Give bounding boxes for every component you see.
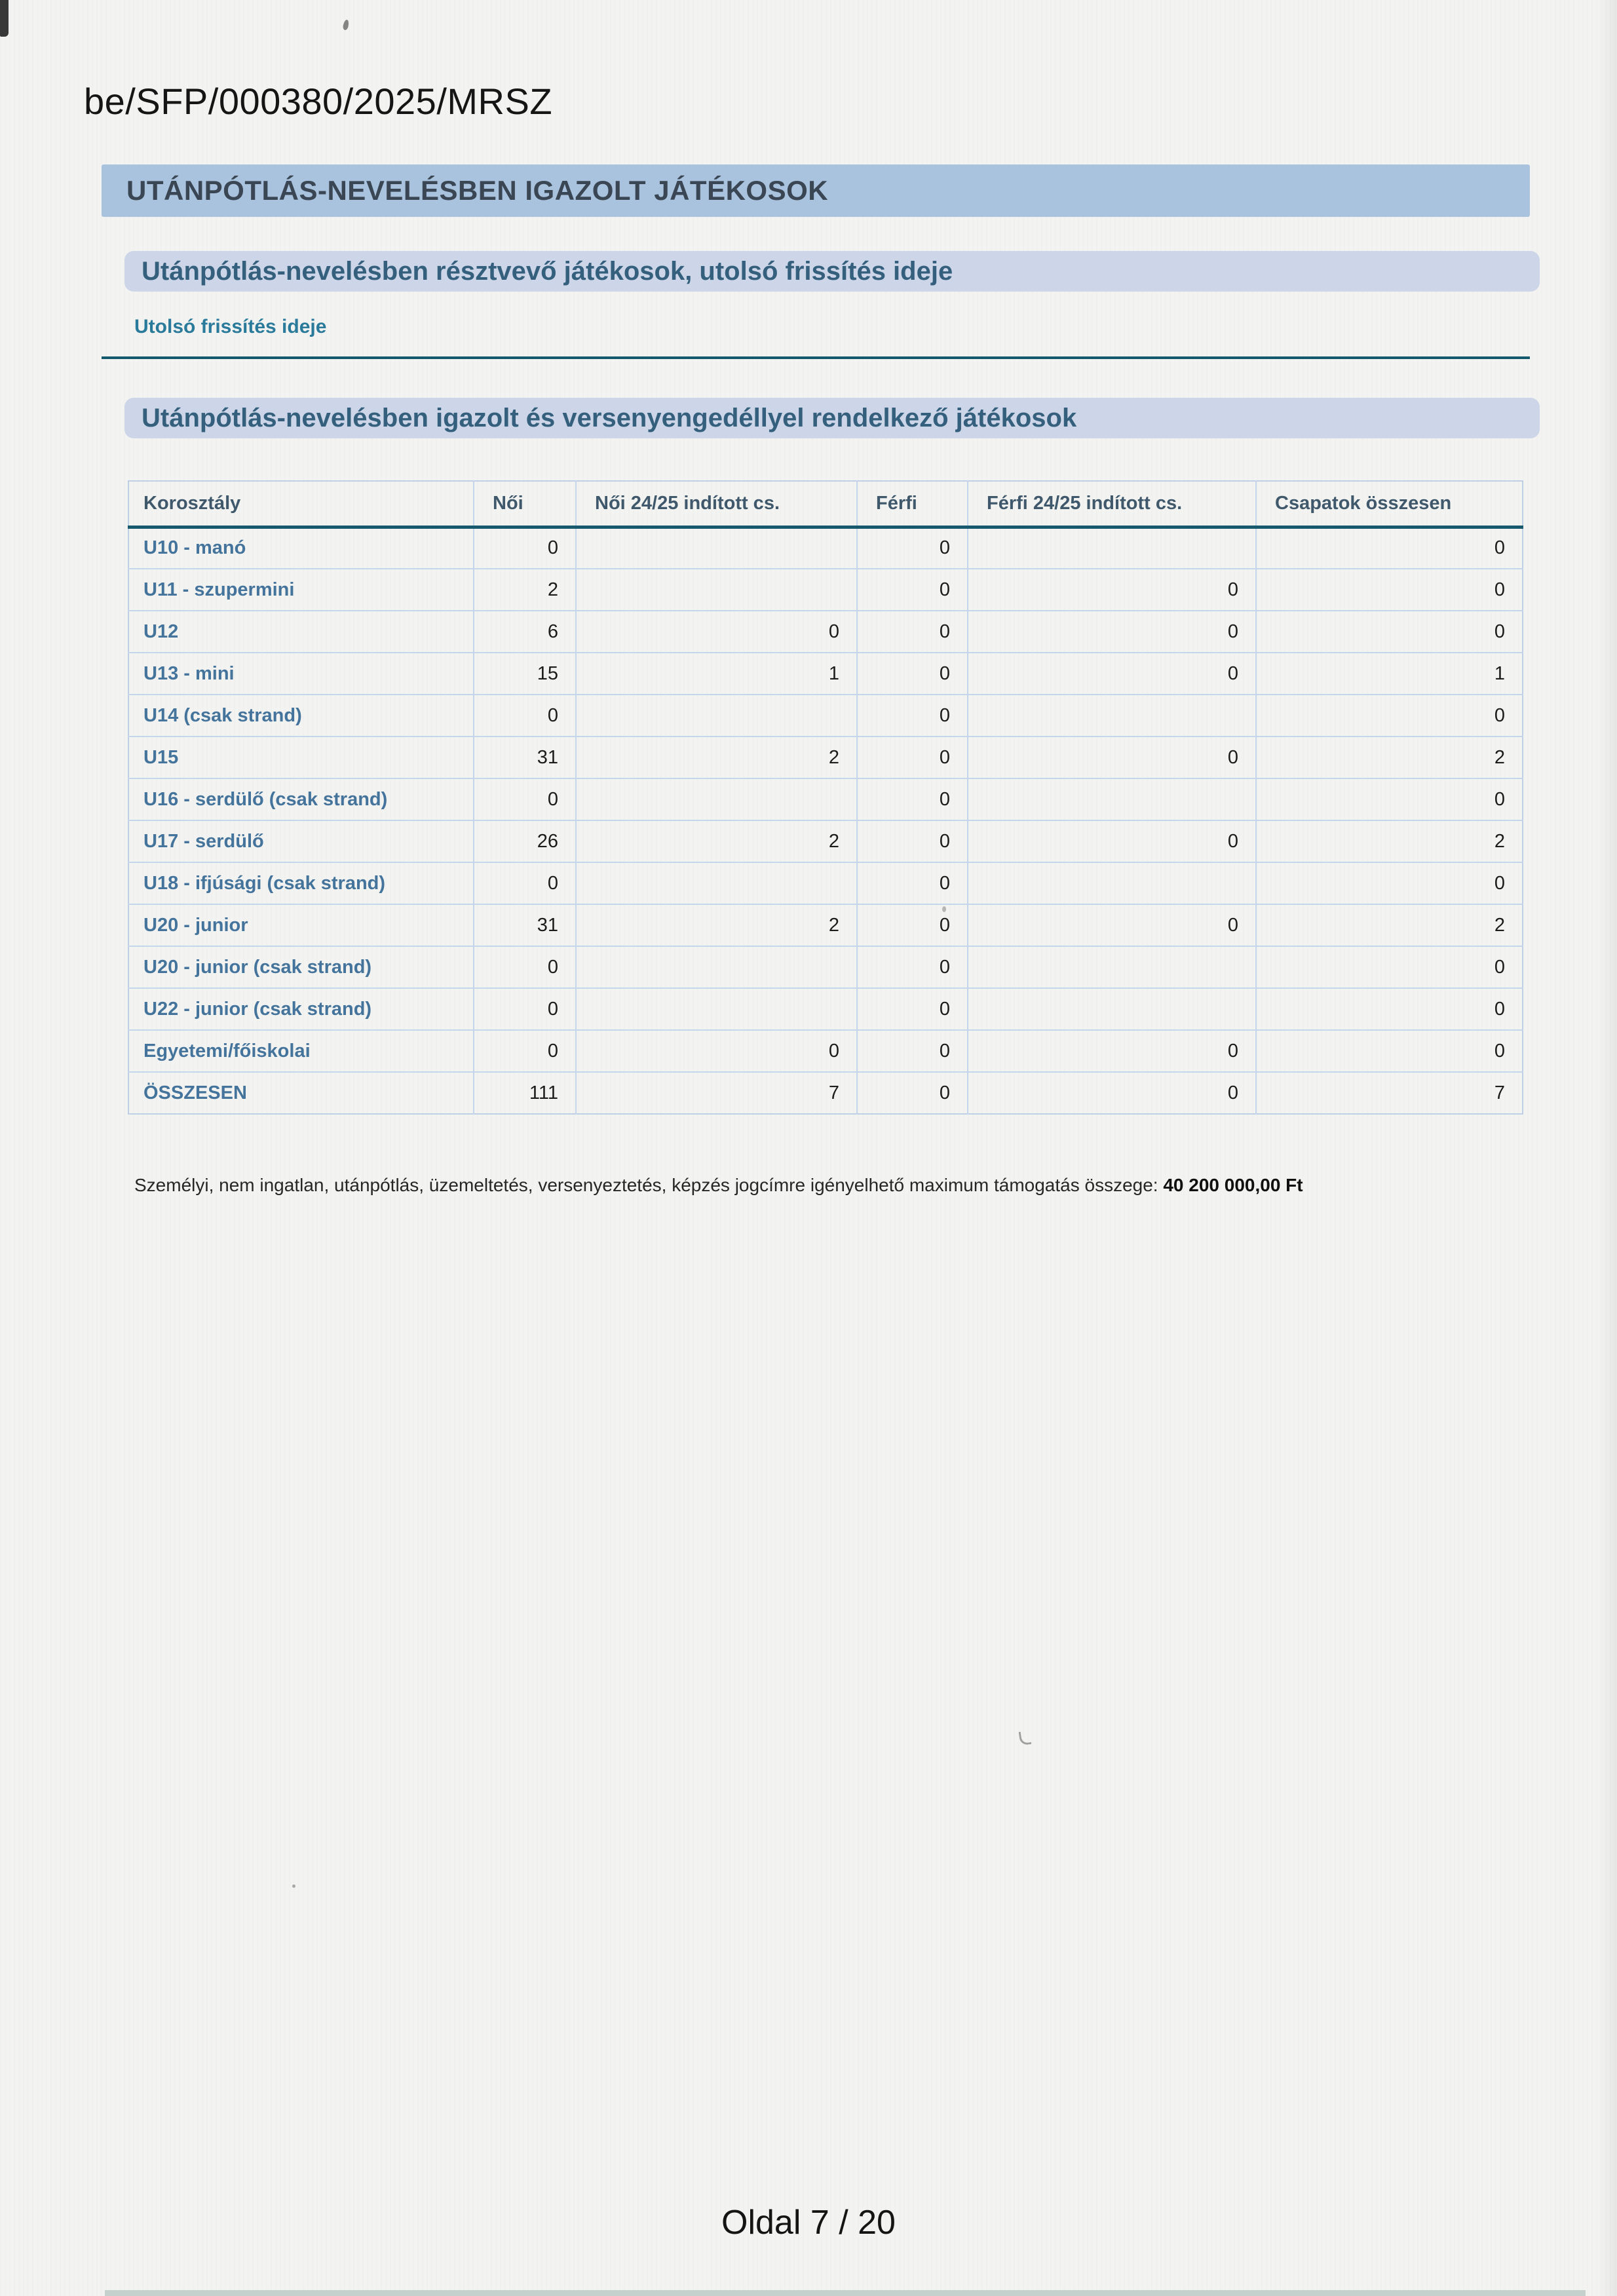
cell-value: 26	[474, 820, 576, 862]
row-label: ÖSSZESEN	[128, 1072, 474, 1114]
cell-value: 0	[968, 1072, 1256, 1114]
scan-artifact	[342, 19, 349, 30]
cell-value: 0	[857, 988, 968, 1030]
cell-value: 0	[968, 569, 1256, 611]
cell-value: 0	[1256, 778, 1523, 820]
players-table	[128, 480, 1523, 1115]
cell-value: 0	[857, 946, 968, 988]
cell-value	[576, 695, 857, 737]
subsection-band-participants	[124, 251, 1540, 292]
support-note-amount: 40 200 000,00 Ft	[1163, 1175, 1303, 1195]
cell-value: 0	[857, 653, 968, 695]
cell-value: 0	[857, 1072, 968, 1114]
cell-value: 0	[1256, 1030, 1523, 1072]
cell-value: 0	[1256, 988, 1523, 1030]
cell-value: 0	[857, 1030, 968, 1072]
row-label: U17 - serdülő	[128, 820, 474, 862]
cell-value	[968, 527, 1256, 569]
cell-value: 0	[968, 737, 1256, 778]
cell-value	[968, 862, 1256, 904]
table-row	[128, 653, 1523, 695]
cell-value: 0	[857, 611, 968, 653]
cell-value: 2	[1256, 737, 1523, 778]
col-header-men-teams: Férfi 24/25 indított cs.	[968, 481, 1256, 527]
cell-value: 0	[1256, 695, 1523, 737]
table-row	[128, 778, 1523, 820]
cell-value	[968, 946, 1256, 988]
cell-value	[968, 778, 1256, 820]
cell-value: 0	[1256, 946, 1523, 988]
cell-value: 0	[857, 695, 968, 737]
cell-value: 0	[474, 527, 576, 569]
cell-value: 0	[1256, 611, 1523, 653]
cell-value: 2	[576, 737, 857, 778]
cell-value: 1	[576, 653, 857, 695]
table-row	[128, 695, 1523, 737]
cell-value	[576, 862, 857, 904]
scan-artifact	[0, 0, 9, 37]
cell-value: 0	[968, 820, 1256, 862]
table-row	[128, 737, 1523, 778]
table-row	[128, 946, 1523, 988]
col-header-men: Férfi	[857, 481, 968, 527]
row-label: U15	[128, 737, 474, 778]
table-header-row	[128, 481, 1523, 527]
col-header-women-teams: Női 24/25 indított cs.	[576, 481, 857, 527]
row-label: U10 - manó	[128, 527, 474, 569]
row-label: U13 - mini	[128, 653, 474, 695]
cell-value: 0	[474, 695, 576, 737]
cell-value	[576, 988, 857, 1030]
cell-value: 0	[474, 862, 576, 904]
table-row	[128, 988, 1523, 1030]
cell-value: 2	[474, 569, 576, 611]
subsection-band-licensed	[124, 398, 1540, 438]
cell-value: 0	[968, 653, 1256, 695]
table-row	[128, 862, 1523, 904]
support-note-text: Személyi, nem ingatlan, utánpótlás, üzemeltetés, versenyeztetés, képzés jogcímre igényelhető maximum támogatás összege:	[134, 1175, 1158, 1195]
table-row	[128, 1072, 1523, 1114]
cell-value: 0	[857, 820, 968, 862]
row-label: U14 (csak strand)	[128, 695, 474, 737]
cell-value: 0	[968, 1030, 1256, 1072]
cell-value	[968, 695, 1256, 737]
section-title: UTÁNPÓTLÁS-NEVELÉSBEN IGAZOLT JÁTÉKOSOK	[126, 175, 829, 206]
scan-artifact	[942, 906, 946, 912]
subsection-title-participants: Utánpótlás-nevelésben résztvevő játékosok, utolsó frissítés ideje	[142, 256, 953, 286]
cell-value	[968, 988, 1256, 1030]
document-reference: be/SFP/000380/2025/MRSZ	[84, 81, 553, 122]
cell-value: 0	[857, 569, 968, 611]
section-header-band	[102, 164, 1530, 217]
cell-value: 0	[968, 611, 1256, 653]
cell-value: 1	[1256, 653, 1523, 695]
cell-value: 0	[576, 1030, 857, 1072]
row-label: U12	[128, 611, 474, 653]
table-row	[128, 611, 1523, 653]
row-label: U20 - junior	[128, 904, 474, 946]
cell-value: 2	[1256, 904, 1523, 946]
cell-value: 0	[1256, 569, 1523, 611]
scan-artifact	[292, 1885, 295, 1888]
col-header-teams-total: Csapatok összesen	[1256, 481, 1523, 527]
row-label: U18 - ifjúsági (csak strand)	[128, 862, 474, 904]
paper-edge-shadow	[1599, 0, 1617, 2296]
cell-value: 6	[474, 611, 576, 653]
cell-value: 0	[474, 1030, 576, 1072]
cell-value: 7	[576, 1072, 857, 1114]
cell-value: 0	[474, 946, 576, 988]
support-note	[134, 1175, 1510, 1196]
cell-value: 2	[576, 820, 857, 862]
table-row	[128, 569, 1523, 611]
cell-value: 0	[857, 778, 968, 820]
cell-value: 2	[576, 904, 857, 946]
cell-value: 0	[1256, 862, 1523, 904]
scan-artifact	[1019, 1731, 1032, 1746]
table-row	[128, 1030, 1523, 1072]
cell-value: 2	[1256, 820, 1523, 862]
cell-value: 0	[474, 778, 576, 820]
cell-value: 31	[474, 904, 576, 946]
row-label: U22 - junior (csak strand)	[128, 988, 474, 1030]
cell-value: 0	[857, 737, 968, 778]
paper-bottom-edge	[105, 2290, 1586, 2296]
table-row	[128, 904, 1523, 946]
cell-value: 111	[474, 1072, 576, 1114]
cell-value: 0	[857, 904, 968, 946]
last-update-label: Utolsó frissítés ideje	[134, 316, 327, 337]
row-label: U20 - junior (csak strand)	[128, 946, 474, 988]
cell-value	[576, 569, 857, 611]
players-table-body	[128, 527, 1523, 1114]
cell-value: 0	[857, 527, 968, 569]
row-label: U16 - serdülő (csak strand)	[128, 778, 474, 820]
horizontal-rule	[102, 356, 1530, 359]
subsection-title-licensed: Utánpótlás-nevelésben igazolt és versenyengedéllyel rendelkező játékosok	[142, 403, 1077, 432]
cell-value	[576, 946, 857, 988]
page-number: Oldal 7 / 20	[721, 2204, 896, 2242]
row-label: Egyetemi/főiskolai	[128, 1030, 474, 1072]
cell-value: 7	[1256, 1072, 1523, 1114]
cell-value: 0	[857, 862, 968, 904]
cell-value: 31	[474, 737, 576, 778]
cell-value: 0	[576, 611, 857, 653]
cell-value: 15	[474, 653, 576, 695]
cell-value: 0	[1256, 527, 1523, 569]
row-label: U11 - szupermini	[128, 569, 474, 611]
table-row	[128, 527, 1523, 569]
cell-value: 0	[474, 988, 576, 1030]
cell-value: 0	[968, 904, 1256, 946]
cell-value	[576, 527, 857, 569]
col-header-age-group: Korosztály	[128, 481, 474, 527]
col-header-women: Női	[474, 481, 576, 527]
table-row	[128, 820, 1523, 862]
cell-value	[576, 778, 857, 820]
